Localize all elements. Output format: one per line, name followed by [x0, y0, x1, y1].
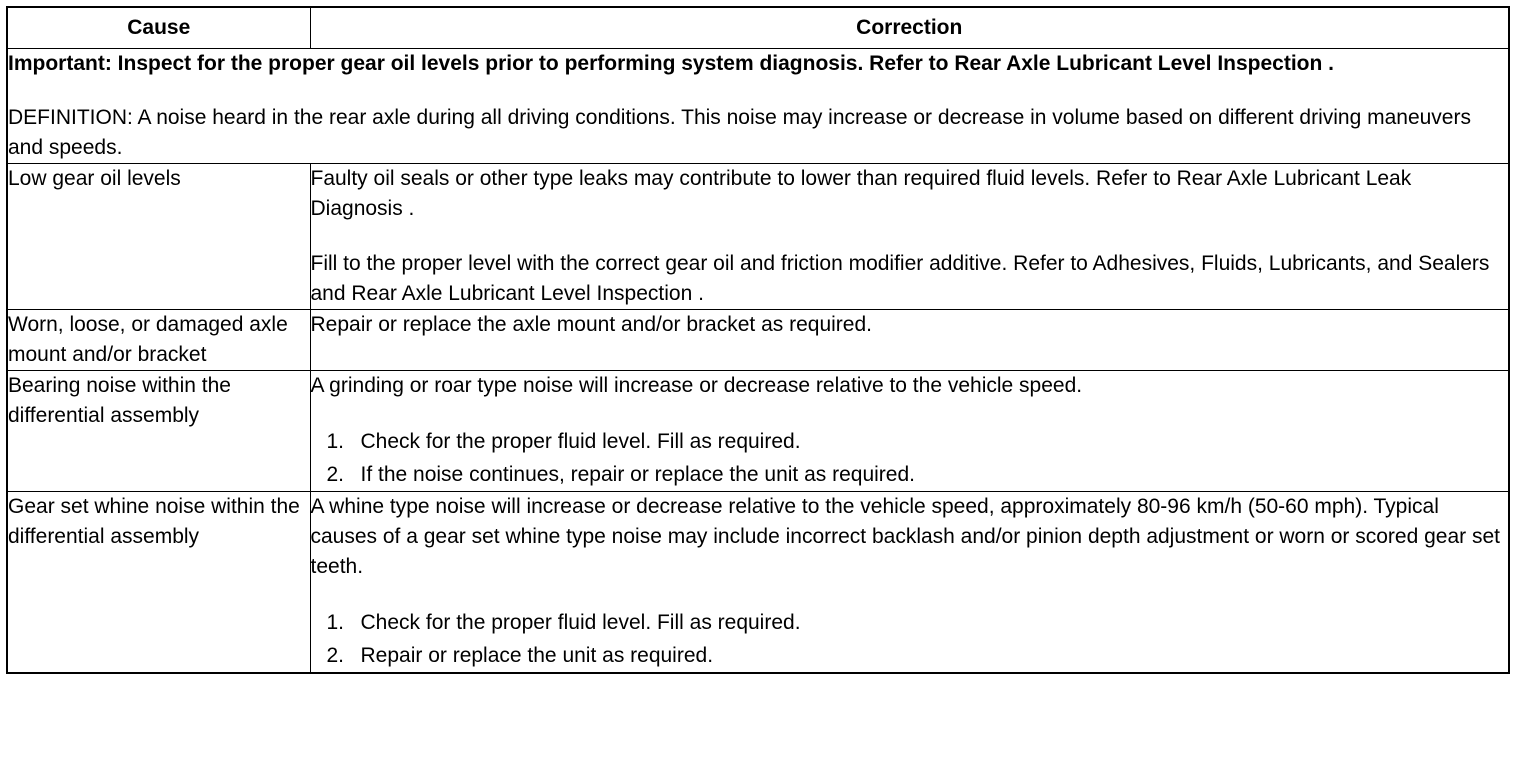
- step-number: 2.: [326, 463, 345, 486]
- step-text: Check for the proper fluid level. Fill as required.: [360, 430, 801, 453]
- correction-cell: [310, 310, 1509, 371]
- step-number: 1.: [326, 611, 345, 634]
- step-number: 2.: [326, 644, 345, 667]
- table-row: [7, 492, 1509, 674]
- correction-paragraph: Faulty oil seals or other type leaks may contribute to lower than required fluid levels. Refer to Rear Axle Lubricant Leak Diagnosis .: [310, 167, 1412, 220]
- correction-paragraph: A grinding or roar type noise will increase or decrease relative to the vehicle speed.: [310, 374, 1083, 397]
- table-row: [7, 164, 1509, 310]
- correction-cell: [310, 371, 1509, 492]
- cause-cell: Worn, loose, or damaged axle mount and/or bracket: [7, 310, 310, 371]
- list-item: [326, 639, 1509, 672]
- definition-text: DEFINITION: A noise heard in the rear axle during all driving conditions. This noise may increase or decrease in volume based on different driving maneuvers and speeds.: [8, 106, 1471, 159]
- list-item: [326, 606, 1509, 639]
- correction-paragraph: A whine type noise will increase or decrease relative to the vehicle speed, approximately 80-96 km/h (50-60 mph). Typical causes of a gear set whine type noise may include incorrect backlash and/or pinion depth adjustment or worn or scored gear set teeth.: [310, 495, 1500, 578]
- steps-list: [311, 606, 1509, 672]
- step-text: Check for the proper fluid level. Fill as required.: [360, 611, 801, 634]
- correction-cell: [310, 164, 1509, 310]
- correction-paragraph: Repair or replace the axle mount and/or bracket as required.: [310, 313, 872, 336]
- list-item: [326, 458, 1509, 491]
- intro-row: [7, 49, 1509, 164]
- table-row: [7, 310, 1509, 371]
- important-note: Important: Inspect for the proper gear oil levels prior to performing system diagnosis. Refer to Rear Axle Lubricant Level Inspection .: [8, 52, 1334, 75]
- steps-list: [311, 425, 1509, 491]
- cause-cell: Low gear oil levels: [7, 164, 310, 310]
- cause-cell: Gear set whine noise within the differential assembly: [7, 492, 310, 674]
- table-row: [7, 371, 1509, 492]
- header-correction: Correction: [310, 7, 1509, 49]
- intro-cell: [7, 49, 1509, 164]
- cause-cell: Bearing noise within the differential assembly: [7, 371, 310, 492]
- correction-paragraph: Fill to the proper level with the correct gear oil and friction modifier additive. Refer to Adhesives, Fluids, Lubricants, and Sealers and Rear Axle Lubricant Level Inspection .: [310, 252, 1490, 305]
- correction-cell: [310, 492, 1509, 674]
- header-row: [7, 7, 1509, 49]
- header-cause: Cause: [7, 7, 310, 49]
- step-text: If the noise continues, repair or replace the unit as required.: [360, 463, 915, 486]
- step-text: Repair or replace the unit as required.: [360, 644, 714, 667]
- diagnosis-table: [6, 6, 1510, 674]
- step-number: 1.: [326, 430, 345, 453]
- list-item: [326, 425, 1509, 458]
